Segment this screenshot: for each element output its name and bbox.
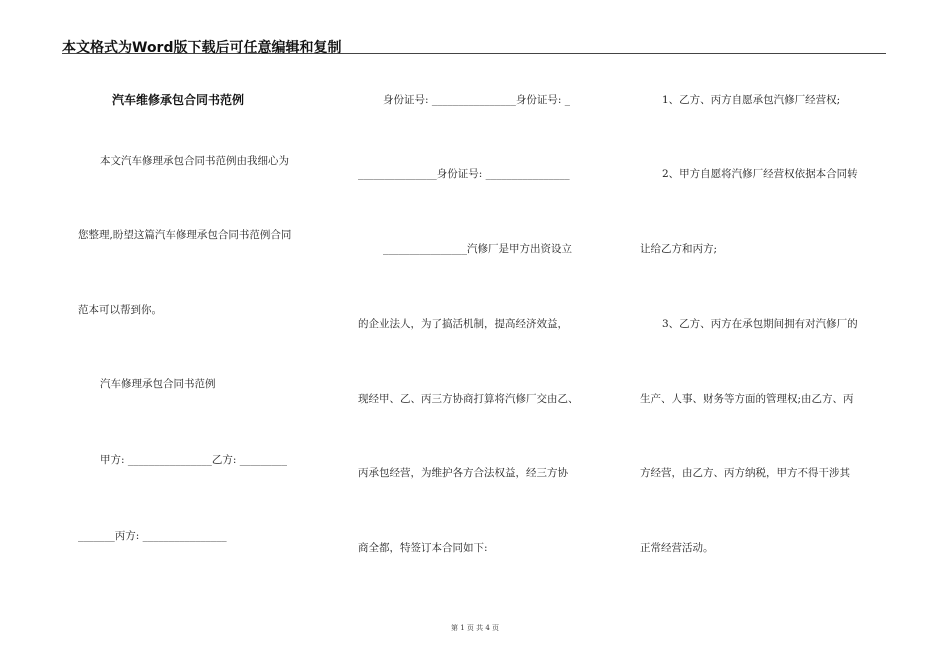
header-divider: [62, 53, 886, 54]
parties-line-1: 甲方: ________________乙方: _________: [100, 454, 288, 466]
body-line-2: 的企业法人，为了搞活机制，提高经济效益，: [358, 318, 568, 330]
document-title: 汽车维修承包合同书范例: [112, 93, 245, 107]
body-line-1: ________________汽修厂是甲方出资设立: [383, 243, 572, 255]
parties-line-2: _______丙方: ________________: [78, 530, 227, 542]
id-number-line-2: _______________身份证号: ________________: [358, 168, 570, 180]
intro-line-3: 范本可以帮到你。: [78, 304, 162, 316]
body-line-4: 丙承包经营，为维护各方合法权益，经三方协: [358, 467, 568, 479]
body-line-3: 现经甲、乙、丙三方协商打算将汽修厂交由乙、: [358, 393, 579, 405]
clause-1: 1、乙方、丙方自愿承包汽修厂经营权;: [662, 94, 841, 106]
clause-3-line-1: 3、乙方、丙方在承包期间拥有对汽修厂的: [662, 318, 858, 330]
intro-line-1: 本文汽车修理承包合同书范例由我细心为: [100, 155, 289, 167]
id-number-line-1: 身份证号: ________________身份证号: _: [383, 94, 571, 106]
body-line-5: 商全都，特签订本合同如下:: [358, 542, 488, 554]
clause-2-line-1: 2、甲方自愿将汽修厂经营权依据本合同转: [662, 168, 858, 180]
clause-2-line-2: 让给乙方和丙方;: [640, 243, 718, 255]
clause-3-line-4: 正常经营活动。: [640, 542, 714, 554]
contract-subtitle: 汽车修理承包合同书范例: [100, 378, 216, 390]
clause-3-line-3: 方经营，由乙方、丙方纳税，甲方不得干涉其: [640, 467, 850, 479]
page-number: 第 1 页 共 4 页: [450, 624, 500, 632]
clause-3-line-2: 生产、人事、财务等方面的管理权;由乙方、丙: [640, 393, 854, 405]
document-header-title: 本文格式为Word版下载后可任意编辑和复制: [62, 40, 342, 56]
intro-line-2: 您整理,盼望这篇汽车修理承包合同书范例合同: [78, 229, 292, 241]
